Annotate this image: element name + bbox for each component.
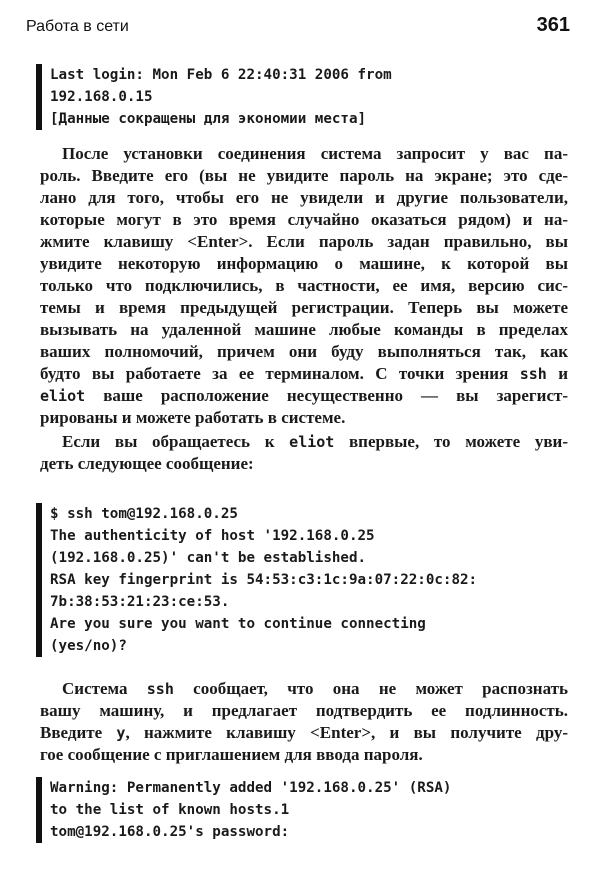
text-segment: которые могут в это время случайно оказаться рядом) и на- bbox=[40, 210, 568, 229]
text-segment: роль. Введите его (вы не увидите пароль на экране; это сде- bbox=[40, 166, 568, 185]
inline-code: eliot bbox=[289, 433, 335, 451]
text-segment: сообщает, что она не может распознать bbox=[173, 679, 568, 698]
text-segment: будто вы работаете за ее терминалом. С точки зрения bbox=[40, 364, 520, 383]
text-segment: Введите bbox=[40, 723, 117, 742]
code-block-login bbox=[36, 64, 392, 130]
section-title: Работа в сети bbox=[26, 18, 129, 35]
text-line bbox=[40, 341, 568, 363]
text-line bbox=[40, 678, 568, 700]
code-line: [Данные сокращены для экономии места] bbox=[50, 111, 367, 127]
code-line: 7b:38:53:21:23:ce:53. bbox=[50, 594, 230, 610]
text-segment: , нажмите клавишу <Enter>, и вы получите дру- bbox=[125, 723, 568, 742]
text-line bbox=[40, 363, 568, 385]
running-header bbox=[26, 14, 570, 44]
text-line bbox=[40, 407, 568, 429]
text-segment: впервые, то можете уви- bbox=[334, 432, 568, 451]
text-line bbox=[40, 453, 568, 475]
paragraph-ssh-message bbox=[40, 678, 568, 766]
inline-code: ssh bbox=[146, 680, 174, 698]
text-line bbox=[40, 297, 568, 319]
text-line bbox=[40, 385, 568, 407]
code-line: to the list of known hosts.1 bbox=[50, 802, 290, 818]
code-line: Are you sure you want to continue connecting bbox=[50, 616, 426, 632]
text-segment: вызывать на удаленной машине любые команды в пределах bbox=[40, 320, 568, 339]
text-segment: ваше расположение несущественно — вы зарегист- bbox=[85, 386, 568, 405]
paragraph-password bbox=[40, 143, 568, 429]
text-segment: Система bbox=[62, 679, 147, 698]
code-line: Last login: Mon Feb 6 22:40:31 2006 from bbox=[50, 67, 392, 83]
text-line bbox=[40, 231, 568, 253]
code-block-ssh bbox=[36, 503, 477, 657]
text-line bbox=[40, 143, 568, 165]
text-segment: вашу машину, и предлагает подтвердить ее подлинность. bbox=[40, 701, 568, 720]
text-line bbox=[40, 275, 568, 297]
text-segment: рированы и можете работать в системе. bbox=[40, 408, 346, 427]
code-line: $ ssh tom@192.168.0.25 bbox=[50, 506, 238, 522]
text-segment: После установки соединения система запросит у вас па- bbox=[62, 144, 568, 163]
code-line: RSA key fingerprint is 54:53:c3:1c:9a:07:22:0c:82: bbox=[50, 572, 478, 588]
text-segment: Если вы обращаетесь к bbox=[62, 432, 290, 451]
text-segment: и bbox=[546, 364, 569, 383]
text-line bbox=[40, 431, 568, 453]
code-line: tom@192.168.0.25's password: bbox=[50, 824, 290, 840]
text-line bbox=[40, 700, 568, 722]
text-segment: увидите некоторую информацию о машине, к которой вы bbox=[40, 254, 568, 273]
inline-code: eliot bbox=[40, 387, 86, 405]
text-line bbox=[40, 253, 568, 275]
text-line bbox=[40, 165, 568, 187]
code-block-warning bbox=[36, 777, 451, 843]
text-segment: темы и время предыдущей регистрации. Теперь вы можете bbox=[40, 298, 568, 317]
inline-code: y bbox=[116, 724, 126, 742]
inline-code: ssh bbox=[519, 365, 547, 383]
text-segment: лано для того, чтобы его не увидели и другие пользователи, bbox=[40, 188, 568, 207]
text-line bbox=[40, 319, 568, 341]
code-line: (yes/no)? bbox=[50, 638, 127, 654]
code-line: 192.168.0.15 bbox=[50, 89, 153, 105]
text-line bbox=[40, 209, 568, 231]
text-segment: только что подключились, в частности, ее имя, версию сис- bbox=[40, 276, 568, 295]
text-line bbox=[40, 722, 568, 744]
paragraph-first-connect bbox=[40, 431, 568, 475]
text-line bbox=[40, 187, 568, 209]
text-segment: гое сообщение с приглашением для ввода пароля. bbox=[40, 745, 423, 764]
text-segment: деть следующее сообщение: bbox=[40, 454, 254, 473]
code-line: Warning: Permanently added '192.168.0.25' (RSA) bbox=[50, 780, 452, 796]
code-line: (192.168.0.25)' can't be established. bbox=[50, 550, 367, 566]
text-segment: жмите клавишу <Enter>. Если пароль задан правильно, вы bbox=[40, 232, 568, 251]
text-line bbox=[40, 744, 568, 766]
page-number: 361 bbox=[536, 14, 570, 36]
text-segment: ваших полномочий, причем они буду выполняться так, как bbox=[40, 342, 568, 361]
code-line: The authenticity of host '192.168.0.25 bbox=[50, 528, 375, 544]
